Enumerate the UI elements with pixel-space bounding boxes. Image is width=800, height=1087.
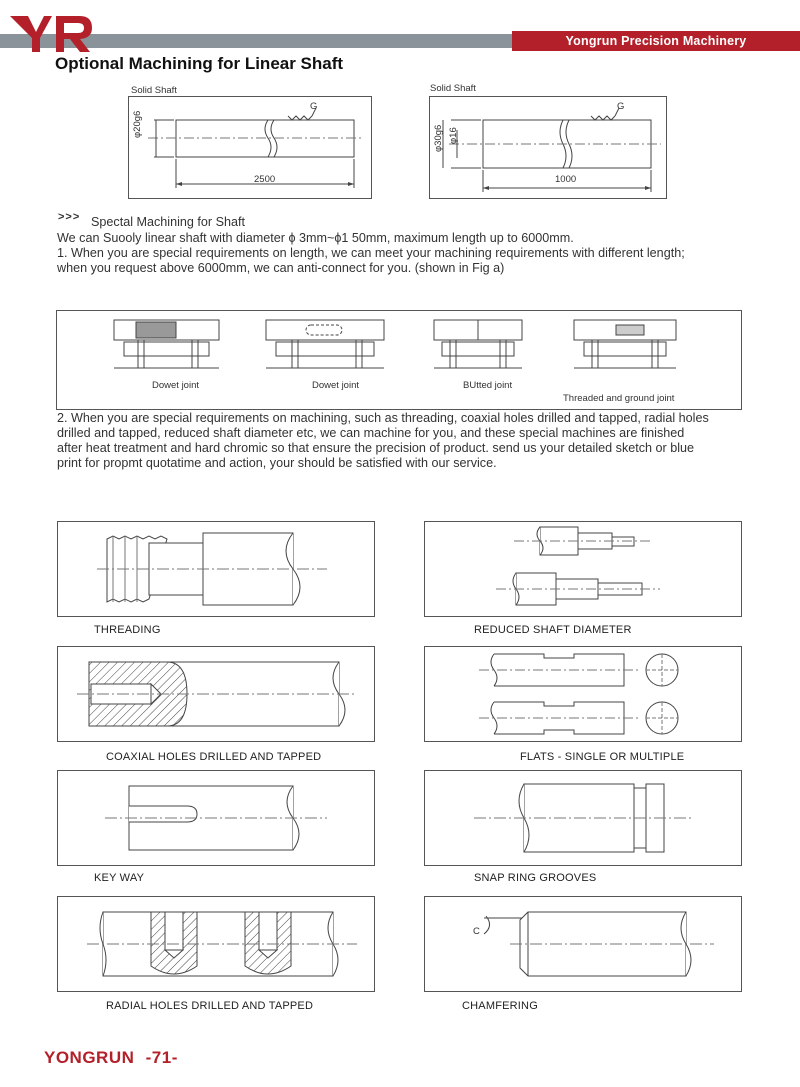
page-title: Optional Machining for Linear Shaft <box>55 54 344 73</box>
flats-figure <box>424 646 742 742</box>
fig1-finish: G <box>310 101 318 112</box>
fig1-diameter: φ20g6 <box>132 110 143 138</box>
special-line-2: 1. When you are special requirements on length, we can meet your machining requirements with different length; <box>57 246 685 260</box>
footer <box>44 1048 178 1068</box>
caption-keyway: KEY WAY <box>94 872 145 884</box>
fig2-label: Solid Shaft <box>430 83 476 94</box>
caption-coaxial: COAXIAL HOLES DRILLED AND TAPPED <box>106 751 322 763</box>
snap-ring-figure <box>424 770 742 866</box>
joint-label-3: BUtted joint <box>463 380 513 391</box>
fig1-label: Solid Shaft <box>131 85 177 96</box>
caption-threading: THREADING <box>94 624 161 636</box>
joint-label-4: Threaded and ground joint <box>563 393 675 404</box>
page-number: -71- <box>145 1048 178 1067</box>
caption-chamfering: CHAMFERING <box>462 1000 538 1012</box>
fig2-finish: G <box>617 101 625 112</box>
fig2-diameter: φ30g6 <box>433 124 444 152</box>
para2-line-1: 2. When you are special requirements on machining, such as threading, coaxial holes drilled and tapped, radial holes <box>57 411 709 425</box>
caption-radial: RADIAL HOLES DRILLED AND TAPPED <box>106 1000 314 1012</box>
chamfering-figure <box>424 896 742 992</box>
header-company: Yongrun Precision Machinery <box>512 31 800 51</box>
threading-figure <box>57 521 375 617</box>
coaxial-holes-figure <box>57 646 375 742</box>
reduced-diameter-figure <box>424 521 742 617</box>
para2-line-4: print for propmt quotatime and action, your should be satisfied with our service. <box>57 456 497 470</box>
fig1-length: 2500 <box>254 174 276 185</box>
joint-label-1: Dowet joint <box>152 380 199 391</box>
para2-line-3: after heat treatment and hard chromic so that ensure the precision of product. send us your detailed sketch or blue <box>57 441 695 455</box>
joint-label-2: Dowet joint <box>312 380 359 391</box>
caption-flats: FLATS - SINGLE OR MULTIPLE <box>520 751 685 763</box>
footer-brand: YONGRUN <box>44 1048 135 1067</box>
solid-shaft-figure-2 <box>429 96 667 199</box>
solid-shaft-figure-1 <box>128 96 372 199</box>
radial-holes-figure <box>57 896 375 992</box>
special-line-1: We can Suooly linear shaft with diameter ϕ 3mm~ϕ1 50mm, maximum length up to 6000mm. <box>57 231 574 245</box>
caption-snapring: SNAP RING GROOVES <box>474 872 597 884</box>
fig2-length: 1000 <box>555 174 577 185</box>
chamfer-mark: C <box>473 926 480 937</box>
section-marker: >>> <box>58 211 81 223</box>
special-line-3: when you request above 6000mm, we can anti-connect for you. (shown in Fig a) <box>57 261 505 275</box>
yongrun-logo <box>6 4 96 56</box>
fig2-inner: φ16 <box>448 127 459 144</box>
caption-reduced: REDUCED SHAFT DIAMETER <box>474 624 632 636</box>
para2-line-2: drilled and tapped, reduced shaft diameter etc, we can machine for you, and these special machines are finished <box>57 426 685 440</box>
section-heading: Spectal Machining for Shaft <box>91 215 246 229</box>
keyway-figure <box>57 770 375 866</box>
